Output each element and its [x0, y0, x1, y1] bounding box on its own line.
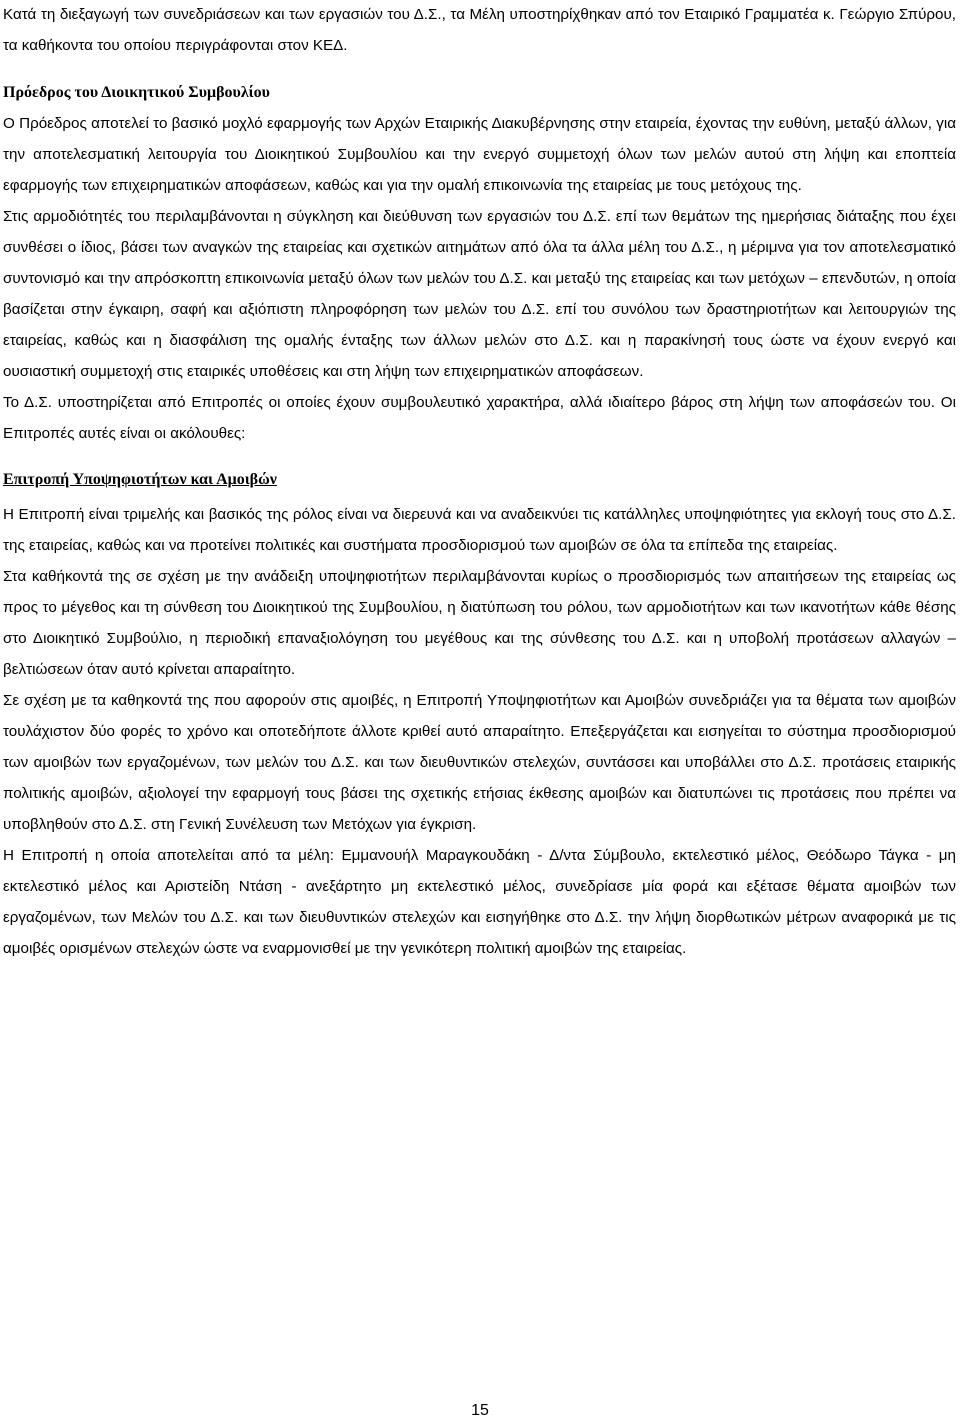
spacer: [3, 449, 956, 464]
section-heading-committee: Επιτροπή Υποψηφιοτήτων και Αμοιβών: [3, 471, 277, 488]
intro-paragraph: Κατά τη διεξαγωγή των συνεδριάσεων και των εργασιών του Δ.Σ., τα Μέλη υποστηρίχθηκαν από τον Εταιρικό Γραμματέα κ. Γεώργιο Σπύρου, τα καθήκοντα του οποίου περιγράφονται στον ΚΕΔ.: [3, 6, 956, 54]
page-number: 15: [471, 1402, 489, 1419]
chairman-paragraph-2: Στις αρμοδιότητές του περιλαμβάνονται η σύγκληση και διεύθυνση των εργασιών του Δ.Σ. επί των θεμάτων της ημερήσιας διάταξης που έχει συνθέσει ο ίδιος, βάσει των αναγκών της εταιρείας και σχετικών αιτημάτων από όλα τα άλλα μέλη του Δ.Σ., η μέριμνα για τον αποτελεσματικό συντονισμό και την απρόσκοπτη επικοινωνία μεταξύ όλων των μελών του Δ.Σ. και μεταξύ της εταιρείας και των μετόχων – επενδυτών, η οποία βασίζεται στην έγκαιρη, σαφή και αξιόπιστη πληροφόρηση των μελών του Δ.Σ. επί του συνόλου των δραστηριοτήτων και λειτουργιών της εταιρείας, καθώς και η διασφάλιση της ομαλής ένταξης των άλλων μελών στο Δ.Σ. και η παρακίνησή τους ώστε να έχουν ενεργό και ουσιαστική συμμετοχή στις εταιρικές υποθέσεις και στη λήψη των επιχειρηματικών αποφάσεων.: [3, 208, 956, 380]
committee-paragraph-3: Σε σχέση με τα καθηκοντά της που αφορούν στις αμοιβές, η Επιτροπή Υποψηφιοτήτων και Αμοιβών συνεδριάζει για τα θέματα των αμοιβών τουλάχιστον δύο φορές το χρόνο και οποτεδήποτε άλλοτε κριθεί αυτό απαραίτητο. Επεξεργάζεται και εισηγείται το σύστημα προσδιορισμού των αμοιβών των εργαζομένων, των μελών του Δ.Σ. και των διευθυντικών στελεχών, συντάσσει και υποβάλλει στο Δ.Σ. προτάσεις εταιρικής πολιτικής αμοιβών, αξιολογεί την εφαρμογή τους βάσει της σχετικής ετήσιας έκθεσης αμοιβών και διατυπώνει τις προτάσεις που πρέπει να υποβληθούν στο Δ.Σ. στη Γενική Συνέλευση των Μετόχων για έγκριση.: [3, 692, 956, 833]
committee-paragraph-1: Η Επιτροπή είναι τριμελής και βασικός της ρόλος είναι να διερευνά και να αναδεικνύει τις κατάλληλες υποψηφιότητες για εκλογή τους στο Δ.Σ. της εταιρείας, καθώς και να προτείνει πολιτικές και συστήματα προσδιορισμού των αμοιβών σε όλα τα επίπεδα της εταιρείας.: [3, 506, 956, 554]
section-heading-chairman: Πρόεδρος του Διοικητικού Συμβουλίου: [3, 84, 270, 101]
chairman-paragraph-3: Το Δ.Σ. υποστηρίζεται από Επιτροπές οι οποίες έχουν συμβουλευτικό χαρακτήρα, αλλά ιδιαίτερο βάρος στη λήψη των αποφάσεών του. Οι Επιτροπές αυτές είναι οι ακόλουθες:: [3, 394, 956, 442]
spacer: [3, 61, 956, 77]
chairman-paragraph-1: Ο Πρόεδρος αποτελεί το βασικό μοχλό εφαρμογής των Αρχών Εταιρικής Διακυβέρνησης στην εταιρεία, έχοντας την ευθύνη, μεταξύ άλλων, για την αποτελεσματική λειτουργία του Διοικητικού Συμβουλίου και την ενεργό συμμετοχή όλων των μελών αυτού στη λήψη και εποπτεία εφαρμογής των επιχειρηματικών αποφάσεων, καθώς και για την ομαλή επικοινωνία της εταιρείας με τους μετόχους της.: [3, 115, 956, 194]
document-page: [3, 0, 956, 964]
committee-paragraph-4: Η Επιτροπή η οποία αποτελείται από τα μέλη: Εμμανουήλ Μαραγκουδάκη - Δ/ντα Σύμβουλο, εκτελεστικό μέλος, Θεόδωρο Τάγκα - μη εκτελεστικό μέλος και Αριστείδη Ντάση - ανεξάρτητο μη εκτελεστικό μέλος, συνεδρίασε μία φορά και εξέτασε θέματα αμοιβών των εργαζομένων, των Μελών του Δ.Σ. και των διευθυντικών στελεχών και εισηγήθηκε στο Δ.Σ. την λήψη διορθωτικών μέτρων αναφορικά με τις αμοιβές ορισμένων στελεχών ώστε να εναρμονισθεί με την γενικότερη πολιτική αμοιβών της εταιρείας.: [3, 847, 956, 957]
committee-paragraph-2: Στα καθήκοντά της σε σχέση με την ανάδειξη υποψηφιοτήτων περιλαμβάνονται κυρίως ο προσδιορισμός των απαιτήσεων της εταιρείας ως προς το μέγεθος και τη σύνθεση του Διοικητικού της Συμβουλίου, η διατύπωση του ρόλου, των αρμοδιοτήτων και των ικανοτήτων κάθε θέσης στο Διοικητικό Συμβούλιο, η περιοδική επαναξιολόγηση του μεγέθους και της σύνθεσης του Δ.Σ. και η υποβολή προτάσεων αλλαγών – βελτιώσεων όταν αυτό κρίνεται απαραίτητο.: [3, 568, 956, 678]
